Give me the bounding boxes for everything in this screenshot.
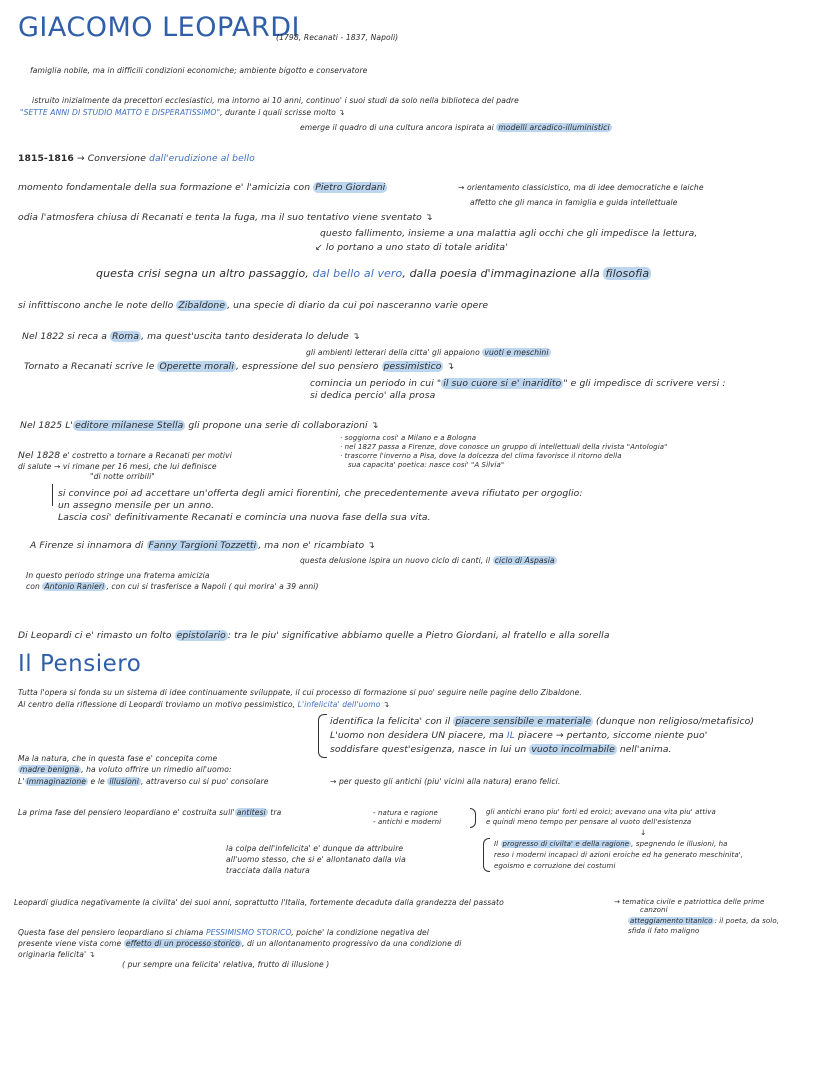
- note-line: si dedica percio' alla prosa: [310, 390, 436, 401]
- note-line: L' immaginazione e le illusioni , attraverso cui si puo' consolare: [18, 777, 269, 786]
- note-line: soddisfare quest'esigenza, nasce in lui un vuoto incolmabile nell'anima.: [330, 744, 672, 755]
- note-line: istruito inizialmente da precettori ecclesiastici, ma intorno ai 10 anni, continuo' i suoi studi da solo nella biblioteca del padre: [32, 96, 519, 105]
- note-line: Tornato a Recanati scrive le Operette morali , espressione del suo pensiero pessimistico ↴: [24, 361, 455, 372]
- note-line: Al centro della riflessione di Leopardi troviamo un motivo pessimistico, L'infelicita' dell'uomo ↴: [18, 700, 390, 709]
- note-line: un assegno mensile per un anno.: [58, 500, 215, 511]
- note-line: famiglia nobile, ma in difficili condizioni economiche; ambiente bigotto e conservatore: [30, 66, 368, 75]
- note-line: ↙ lo portano a uno stato di totale aridita': [315, 242, 508, 253]
- note-line: → tematica civile e patriottica delle prime: [614, 898, 765, 906]
- note-line: questo fallimento, insieme a una malattia agli occhi che gli impedisce la lettura,: [320, 228, 698, 239]
- note-line: originaria felicita' ↴: [18, 950, 96, 959]
- note-line: all'uomo stesso, che si e' allontanato dalla via: [226, 855, 406, 864]
- note-line: L'uomo non desidera UN piacere, ma IL piacere → pertanto, siccome niente puo': [330, 730, 708, 741]
- page-subtitle-dates: (1798, Recanati - 1837, Napoli): [276, 33, 399, 42]
- note-line: Questa fase del pensiero leopardiano si chiama PESSIMISMO STORICO, poiche' la condizione negativa del: [18, 928, 429, 937]
- note-line: · trascorre l'inverno a Pisa, dove la dolcezza del clima favorisce il ritorno della: [340, 452, 622, 460]
- note-line: questa delusione ispira un nuovo ciclo di canti, il ciclo di Aspasia: [300, 556, 555, 565]
- note-line: gli ambienti letterari della citta' gli appaiono vuoti e meschini: [306, 348, 549, 357]
- note-line: 1815-1816 → Conversione dall'erudizione al bello: [18, 153, 255, 164]
- note-line: - natura e ragione: [373, 809, 438, 817]
- note-line: emerge il quadro di una cultura ancora ispirata ai modelli arcadico-illuministici: [300, 123, 610, 132]
- note-line: gli antichi erano piu' forti ed eroici; avevano una vita piu' attiva: [486, 808, 716, 816]
- brace: [470, 808, 476, 828]
- note-line: "di notte orribili": [90, 472, 155, 481]
- note-line: di salute → vi rimane per 16 mesi, che lui definisce: [18, 462, 217, 471]
- note-line: odia l'atmosfera chiusa di Recanati e tenta la fuga, ma il suo tentativo viene sventato ↴: [18, 212, 433, 223]
- note-line: Leopardi giudica negativamente la civilta' dei suoi anni, soprattutto l'Italia, fortemente decaduta dalla grandezza del passato: [14, 898, 504, 907]
- note-line: presente viene vista come effetto di un processo storico , di un allontanamento progressivo da una condizione di: [18, 939, 462, 948]
- note-line: Tutta l'opera si fonda su un sistema di idee continuamente sviluppate, il cui processo di formazione si puo' seguire nelle pagine dello Zibaldone.: [18, 688, 582, 697]
- note-line: La prima fase del pensiero leopardiano e' costruita sull' antitesi tra: [18, 808, 282, 817]
- note-line: - antichi e moderni: [373, 818, 442, 826]
- note-line: si convince poi ad accettare un'offerta degli amici fiorentini, che precedentemente aveva rifiutato per orgoglio:: [58, 488, 583, 499]
- note-line: · soggiorna cosi' a Milano e a Bologna: [340, 434, 477, 442]
- note-line: si infittiscono anche le note dello Zibaldone , una specie di diario da cui poi nasceranno varie opere: [18, 300, 489, 311]
- note-line: affetto che gli manca in famiglia e guida intellettuale: [470, 198, 678, 207]
- connector-line: [52, 484, 53, 506]
- note-line: sua capacita' poetica: nasce cosi' "A Silvia": [348, 461, 505, 469]
- page-title: GIACOMO LEOPARDI: [18, 12, 301, 43]
- note-line: momento fondamentale della sua formazione e' l'amicizia con Pietro Giordani: [18, 182, 386, 193]
- note-line: A Firenze si innamora di Fanny Targioni Tozzetti , ma non e' ricambiato ↴: [30, 540, 376, 551]
- brace: [318, 714, 327, 758]
- note-line: atteggiamento titanico : il poeta, da solo,: [630, 917, 780, 925]
- note-line: "SETTE ANNI DI STUDIO MATTO E DISPERATISSIMO", durante i quali scrisse molto ↴: [20, 108, 345, 117]
- note-line: Nel 1825 L' editore milanese Stella gli propone una serie di collaborazioni ↴: [20, 420, 379, 431]
- note-line: sfida il fato maligno: [628, 927, 700, 935]
- brace: [483, 838, 490, 872]
- note-line: Nel 1828 e' costretto a tornare a Recanati per motivi: [18, 450, 232, 461]
- note-line: Di Leopardi ci e' rimasto un folto epistolario : tra le piu' significative abbiamo quelle a Pietro Giordani, al fratello e alla sorella: [18, 630, 610, 641]
- note-line: con Antonio Ranieri , con cui si trasferisce a Napoli ( qui morira' a 39 anni): [26, 582, 319, 591]
- note-line: → orientamento classicistico, ma di idee democratiche e laiche: [458, 183, 704, 192]
- note-line: → per questo gli antichi (piu' vicini alla natura) erano felici.: [330, 777, 561, 786]
- note-line: la colpa dell'infelicita' e' dunque da attribuire: [226, 844, 404, 853]
- note-line: canzoni: [640, 906, 668, 914]
- note-line: Ma la natura, che in questa fase e' concepita come: [18, 754, 218, 763]
- down-arrow: ↓: [640, 828, 647, 837]
- note-line: · nel 1827 passa a Firenze, dove conosce un gruppo di intellettuali della rivista "Antologia": [340, 443, 668, 451]
- note-line: identifica la felicita' con il piacere sensibile e materiale (dunque non religioso/metafisico): [330, 716, 755, 727]
- note-line: comincia un periodo in cui " il suo cuore si e' inaridito " e gli impedisce di scrivere versi :: [310, 378, 726, 389]
- note-line: ( pur sempre una felicita' relativa, frutto di illusione ): [122, 960, 330, 969]
- note-line: Nel 1822 si reca a Roma , ma quest'uscita tanto desiderata lo delude ↴: [22, 331, 360, 342]
- note-line: In questo periodo stringe una fraterna amicizia: [26, 571, 210, 580]
- note-line: questa crisi segna un altro passaggio, dal bello al vero, dalla poesia d'immaginazione alla filosofia: [96, 267, 650, 280]
- note-line: Lascia cosi' definitivamente Recanati e comincia una nuova fase della sua vita.: [58, 512, 431, 523]
- note-line: Il progresso di civilta' e della ragione , spegnendo le illusioni, ha: [494, 840, 728, 848]
- note-line: reso i moderni incapaci di azioni eroiche ed ha generato meschinita',: [494, 851, 744, 859]
- note-line: tracciata dalla natura: [226, 866, 310, 875]
- note-line: egoismo e corruzione dei costumi: [494, 862, 616, 870]
- section-title: Il Pensiero: [18, 651, 142, 677]
- note-line: madre benigna , ha voluto offrire un rimedio all'uomo:: [20, 765, 232, 774]
- note-line: e quindi meno tempo per pensare al vuoto dell'esistenza: [486, 818, 692, 826]
